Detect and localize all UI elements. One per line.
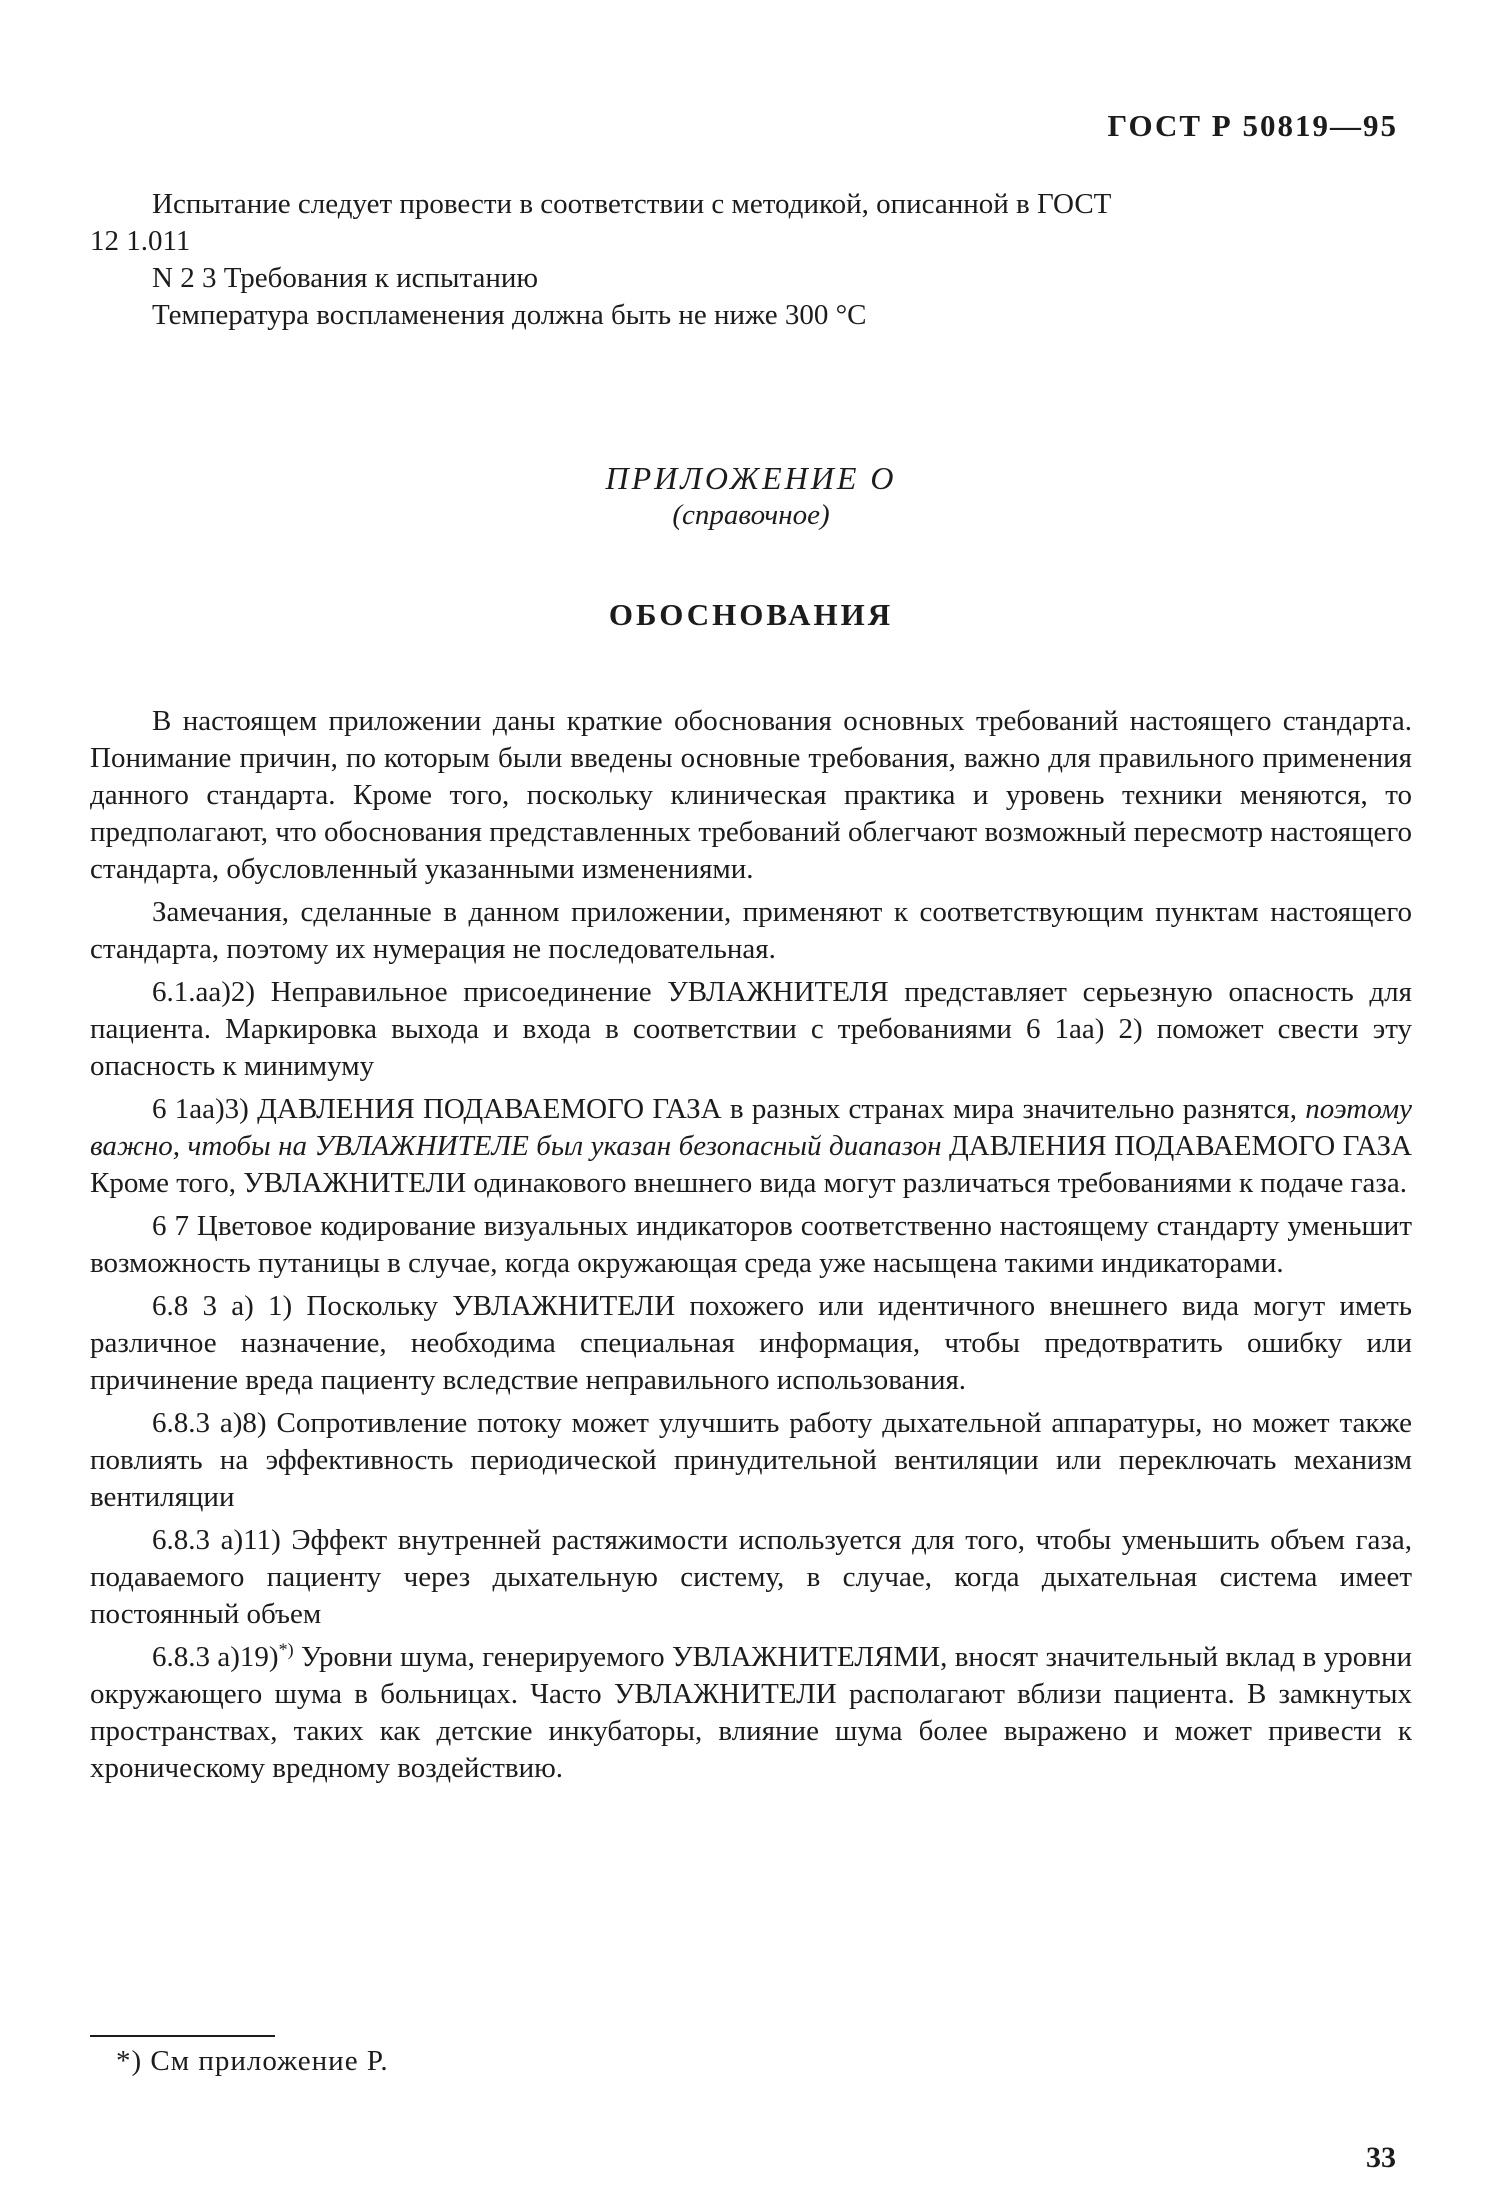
paragraph-6-8-3-a-19-number: 6.8.3 а)19) — [152, 1641, 279, 1673]
page-content — [90, 186, 1412, 1787]
section-title: ОБОСНОВАНИЯ — [608, 597, 894, 632]
paragraph-6-1-aa-3 — [90, 1091, 1412, 1202]
appendix-title: ПРИЛОЖЕНИЕ О — [605, 460, 897, 496]
paragraph-intro: В настоящем приложении даны краткие обоснования основных требований настоящего стандарта. Понимание причин, по которым были введены основные требования, важно для правильного применения данного стандарта. Кроме того, поскольку клиническая практика и уровень техники меняются, то предполагают, что обоснования представленных требований облегчают возможный пересмотр настоящего стандарта, обусловленный указанными изменениями. — [90, 705, 1412, 885]
test-requirements-heading: N 2 3 Требования к испытанию — [152, 262, 539, 294]
paragraph-6-1-aa-3-end: ДАВЛЕНИЯ ПОДАВАЕМОГО ГАЗА Кроме того, УВЛАЖНИТЕЛИ одинакового внешнего вида могут различаться требованиями к подаче газа. — [90, 1130, 1412, 1199]
ignition-temperature-line: Температура воспламенения должна быть не ниже 300 °С — [152, 299, 867, 331]
footnote: *) См приложение Р. — [116, 2045, 389, 2077]
test-method-line: Испытание следует провести в соответствии с методикой, описанной в ГОСТ — [152, 188, 1112, 220]
paragraph-6-8-3-a-19-text: Уровни шума, генерируемого УВЛАЖНИТЕЛЯМИ, вносят значительный вклад в уровни окружающего шума в больницах. Часто УВЛАЖНИТЕЛИ располагают вблизи пациента. В замкнутых пространствах, таких как детские инкубаторы, влияние шума более выражено и может привести к хроническому вредному воздействию. — [90, 1641, 1412, 1784]
paragraph-6-8-3-a-1: 6.8 3 а) 1) Поскольку УВЛАЖНИТЕЛИ похожего или идентичного внешнего вида могут иметь различное назначение, необходима специальная информация, чтобы предотвратить ошибку или причинение вреда пациенту вследствие неправильного использования. — [90, 1290, 1412, 1396]
paragraph-6-8-3-a-8: 6.8.3 а)8) Сопротивление потоку может улучшить работу дыхательной аппаратуры, но может также повлиять на эффективность периодической принудительной вентиляции или переключать механизм вентиляции — [90, 1407, 1412, 1513]
footnote-divider — [90, 2035, 275, 2037]
paragraph-6-1-aa-3-italic: поэтому важно, чтобы на УВЛАЖНИТЕЛЕ был указан безопасный диапазон — [90, 1093, 1412, 1162]
appendix-subtitle: (справочное) — [672, 499, 830, 531]
paragraph-6-1-aa-2: 6.1.аа)2) Неправильное присоединение УВЛАЖНИТЕЛЯ представляет серьезную опасность для пациента. Маркировка выхода и входа в соответствии с требованиями 6 1аа) 2) поможет свести эту опасность к минимуму — [90, 976, 1412, 1082]
paragraph-6-8-3-a-11: 6.8.3 а)11) Эффект внутренней растяжимости используется для того, чтобы уменьшить объем газа, подаваемого пациенту через дыхательную систему, в случае, когда дыхательная система имеет постоянный объем — [90, 1524, 1412, 1630]
standard-code-header: ГОСТ Р 50819—95 — [1107, 108, 1398, 143]
test-method-standard: 12 1.011 — [90, 225, 191, 257]
paragraph-6-1-aa-3-start: 6 1аа)3) ДАВЛЕНИЯ ПОДАВАЕМОГО ГАЗА в разных странах мира значительно разнятся, — [152, 1093, 1306, 1125]
paragraph-remarks: Замечания, сделанные в данном приложении, применяют к соответствующим пунктам настоящего стандарта, поэтому их нумерация не последовательная. — [90, 896, 1412, 965]
paragraph-6-7: 6 7 Цветовое кодирование визуальных индикаторов соответственно настоящему стандарту уменьшит возможность путаницы в случае, когда окружающая среда уже насыщена такими индикаторами. — [90, 1210, 1412, 1279]
paragraph-6-8-3-a-19 — [90, 1639, 1412, 1787]
page-number: 33 — [1366, 2141, 1396, 2174]
footnote-reference-mark: *) — [278, 1639, 294, 1660]
